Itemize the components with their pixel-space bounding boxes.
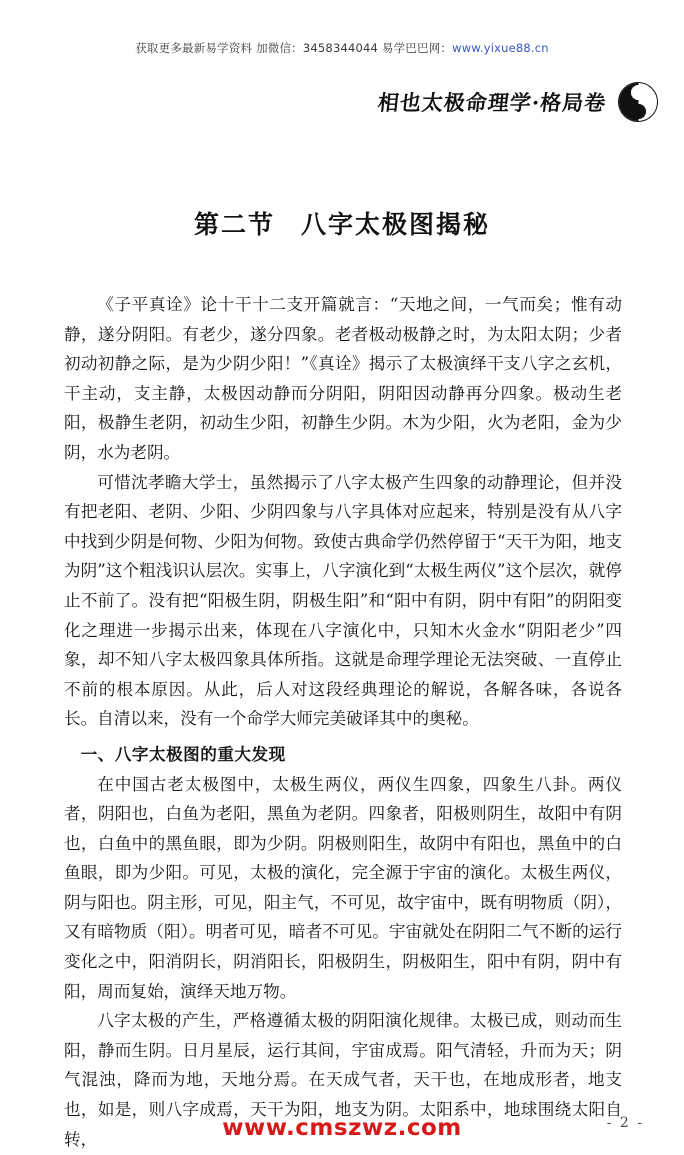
header-banner (378, 80, 658, 124)
bottom-watermark: www.cmszwz.com (222, 1115, 462, 1141)
subsection-heading: 一、八字太极图的重大发现 (80, 743, 286, 764)
paragraph: 在中国古老太极图中，太极生两仪，两仪生四象，四象生八卦。两仪者，阴阳也，白鱼为老阳，黑鱼为老阴。四象者，阳极则阴生，故阳中有阴也，白鱼中的黑鱼眼，即为少阴。阴极则阳生，故阴中有阳也，黑鱼中的白鱼眼，即为少阳。可见，太极的演化，完全源于宇宙的演化。太极生两仪，阴与阳也。阴主形，可见，阳主气，不可见，故宇宙中，既有明物质（阴），又有暗物质（阳）。明者可见，暗者不可见。宇宙就处在阴阳二气不断的运行变化之中，阳消阴长，阴消阳长，阳极阴生，阴极阳生，阳中有阴，阴中有阳，周而复始，演绎天地万物。 (64, 774, 622, 1001)
page-number: - 2 - (606, 1115, 644, 1131)
top-watermark-url: www.yixue88.cn (452, 41, 549, 55)
book-title: 相也太极命理学·格局卷 (376, 90, 608, 115)
taiji-dot-lower (635, 109, 641, 115)
paragraph: 可惜沈孝瞻大学士，虽然揭示了八字太极产生四象的动静理论，但并没有把老阳、老阴、少阳、少阴四象与八字具体对应起来，特别是没有从八字中找到少阴是何物、少阳为何物。致使古典命学仍然停留于“天干为阳，地支为阴”这个粗浅识认层次。实事上，八字演化到“太极生两仪”这个层次，就停止不前了。没有把“阳极生阴，阴极生阳”和“阳中有阴，阴中有阳”的阴阳变化之理进一步揭示出来，体现在八字演化中，只知木火金水“阴阳老少”四象，却不知八字太极四象具体所指。这就是命理学理论无法突破、一直停止不前的根本原因。从此，后人对这段经典理论的解说，各解各味，各说各长。自清以来，没有一个命学大师完美破译其中的奥秘。 (64, 472, 622, 729)
taiji-dot-upper (635, 89, 641, 95)
page-title (0, 205, 684, 241)
top-watermark-text: 获取更多最新易学资料 加微信：3458344044 易学巴巴网： (135, 41, 453, 55)
paragraph: 八字太极的产生，严格遵循太极的阴阳演化规律。太极已成，则动而生阳，静而生阴。日月星辰，运行其间，宇宙成焉。阳气清轻，升而为天；阴气混浊，降而为地，天地分焉。在天成气者，天干也，在地成形者，地支也，如是，则八字成焉，天干为阳，地支为阴。太阳系中，地球围绕太阳自转， (64, 1011, 622, 1149)
body-content (64, 290, 622, 1154)
section-number: 第二节 (193, 210, 275, 239)
section-heading: 八字太极图揭秘 (301, 210, 491, 239)
top-watermark (0, 40, 684, 56)
taiji-icon (618, 82, 658, 122)
paragraph: 《子平真诠》论十干十二支开篇就言：“天地之间，一气而矣；惟有动静，遂分阴阳。有老少，遂分四象。老者极动极静之时，为太阳太阴；少者初动初静之际，是为少阴少阳！”《真诠》揭示了太极演绎干支八字之玄机，干主动，支主静，太极因动静而分阴阳，阴阳因动静再分四象。极动生老阳，极静生老阴，初动生少阳，初静生少阴。木为少阳，火为老阳，金为少阴，水为老阴。 (64, 295, 622, 462)
